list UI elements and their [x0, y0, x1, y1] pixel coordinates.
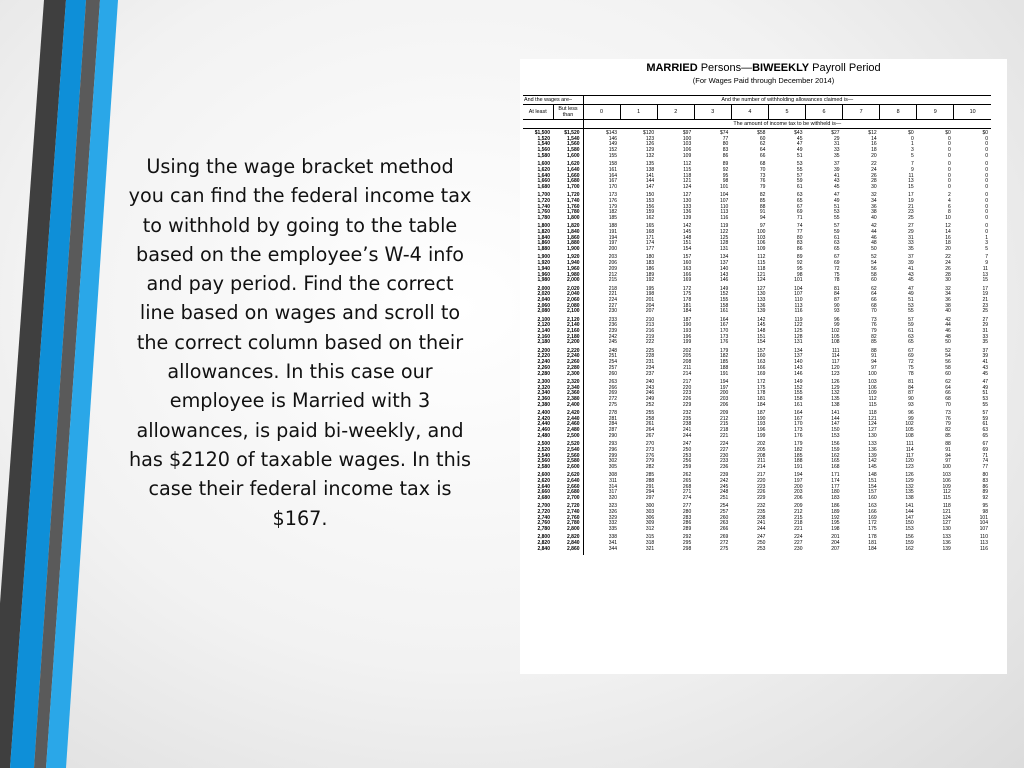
cell-tax-amount: 42 44 46 48 50: [945, 316, 951, 346]
cell-tax-amount: 37 39 41 43 45: [908, 254, 914, 284]
table-title: [520, 62, 1007, 75]
cell-tax-amount: 247 250 253 256 259: [682, 441, 692, 470]
header-blank: [523, 120, 583, 129]
cell-tax-amount: 210 213 216 219 222: [645, 316, 655, 346]
cell-tax-amount: 67 69 72 75 78: [908, 347, 914, 377]
cell-tax-amount: 195 198 201 204 207: [645, 285, 655, 315]
cell-tax-amount: 134 137 140 143 146: [719, 254, 729, 284]
table-subtitle: (For Wages Paid through December 2014): [692, 76, 835, 85]
allowance-col-1: 1: [620, 105, 657, 120]
cell-tax-amount: 172 175 178 181 184: [682, 285, 692, 315]
cell-tax-amount: 97 100 103 106 109: [757, 223, 766, 253]
cell-tax-amount: 104 107 110 113 116: [794, 285, 803, 315]
cell-tax-amount: $58 60 62 64 66: [757, 130, 766, 159]
cell-tax-amount: 67 69 72 75 78: [834, 254, 840, 284]
cell-tax-amount: 293 296 299 302 305: [608, 441, 618, 470]
cell-tax-amount: 133 136 139: [942, 534, 951, 552]
cell-tax-amount: 81 84 87 90 93: [834, 285, 840, 315]
cell-tax-amount: 57 59 61 63 65: [834, 223, 840, 253]
cell-tax-amount: $120 123 126 129 132: [643, 130, 655, 159]
cell-tax-amount: 173 176 179 182 185: [608, 192, 618, 222]
cell-but-less-than: 2,120 2,140 2,160 2,180 2,200: [553, 318, 583, 349]
allowance-col-5: 5: [768, 105, 805, 120]
cell-tax-amount: 202 205 208 211 214: [682, 347, 692, 377]
cell-tax-amount: 338 341 344: [608, 534, 618, 552]
cell-tax-amount: 225 228 231 234 237: [645, 347, 655, 377]
cell-tax-amount: 112 115 118 121 124: [682, 161, 692, 190]
cell-tax-amount: 52 54 56 58 60: [871, 254, 877, 284]
cell-tax-amount: 103 106 109 112 115: [942, 472, 951, 502]
table-row-group: [523, 380, 991, 411]
cell-tax-amount: 73 76 79 82 85: [871, 316, 877, 346]
cell-tax-amount: 315 318 321: [645, 534, 655, 552]
allowance-col-4: 4: [731, 105, 768, 120]
cell-tax-amount: 27 29 31 33 35: [982, 316, 988, 346]
cell-tax-amount: 57 59 61 63 65: [908, 316, 914, 346]
cell-tax-amount: 270 273 276 279 282: [645, 441, 655, 470]
cell-but-less-than: 2,520 2,540 2,560 2,580 2,600: [553, 442, 583, 473]
cell-tax-amount: 157 160 163 166 169: [757, 347, 766, 377]
cell-tax-amount: 156 159 162: [905, 534, 914, 552]
table-row-group: [523, 129, 991, 163]
table-row-group: [523, 193, 991, 224]
cell-tax-amount: 150 153 156 159 162: [645, 192, 655, 222]
title-persons: Persons—: [697, 62, 753, 74]
cell-tax-amount: 186 189 192 195 198: [831, 503, 840, 533]
cell-tax-amount: 22 24 26 28 30: [871, 161, 877, 190]
cell-tax-amount: 157 160 163 166 169: [682, 254, 692, 284]
allowance-col-3: 3: [694, 105, 731, 120]
cell-tax-amount: 0 0 0 0 0: [985, 161, 988, 190]
cell-tax-amount: 224 227 230: [794, 534, 803, 552]
cell-tax-amount: 278 281 284 287 290: [608, 409, 618, 439]
cell-tax-amount: 142 145 148 151 154: [682, 223, 692, 253]
cell-tax-amount: 308 311 314 317 320: [608, 472, 618, 502]
cell-tax-amount: 141 144 147 150 153: [905, 503, 914, 533]
cell-tax-amount: 27 29 31 33 35: [908, 223, 914, 253]
header-wages: And the wages are–: [523, 96, 583, 105]
title-biweekly: BIWEEKLY: [752, 62, 810, 74]
cell-tax-amount: 63 65 67 69 71: [796, 192, 803, 222]
cell-but-less-than: 1,720 1,740 1,760 1,780 1,800: [553, 193, 583, 224]
cell-tax-amount: $43 45 47 49 51: [794, 130, 803, 159]
cell-tax-amount: 32 34 36 38 40: [871, 192, 877, 222]
cell-tax-amount: 224 227 230 233 236: [719, 441, 729, 470]
table-row-group: [523, 287, 991, 318]
cell-at-least: 1,800 1,820 1,840 1,860 1,880: [537, 223, 550, 253]
cell-tax-amount: 247 250 253: [757, 534, 766, 552]
cell-tax-amount: 188 191 194 197 200: [608, 223, 618, 253]
cell-tax-amount: 134 137 140 143 146: [794, 347, 803, 377]
cell-tax-amount: 22 24 26 28 30: [945, 254, 951, 284]
cell-tax-amount: 88 91 94 97 100: [868, 347, 877, 377]
cell-tax-amount: 179 182 185 188 191: [794, 441, 803, 470]
cell-tax-amount: 149 152 155 158 161: [794, 378, 803, 408]
cell-tax-amount: 201 204 207: [831, 534, 840, 552]
cell-tax-amount: 89 92 95 98 101: [719, 161, 729, 190]
cell-at-least: 2,600 2,620 2,640 2,660 2,680: [537, 472, 550, 502]
cell-tax-amount: 68 70 73 76 79: [759, 161, 766, 190]
cell-tax-amount: 239 242 245 248 251: [719, 472, 729, 502]
table-row-group: [523, 349, 991, 380]
cell-tax-amount: 95 98 101 104 107: [979, 503, 988, 533]
cell-tax-amount: 32 34 36 38 40: [945, 285, 951, 315]
cell-at-least: 2,500 2,520 2,540 2,560 2,580: [537, 441, 550, 470]
cell-tax-amount: 103 106 109 112 115: [868, 378, 877, 408]
cell-tax-amount: 104 107 110 113 116: [719, 192, 729, 222]
cell-but-less-than: 2,220 2,240 2,260 2,280 2,300: [553, 349, 583, 380]
title-period: Payroll Period: [809, 62, 881, 74]
cell-tax-amount: 127 130 133 136 139: [757, 285, 766, 315]
cell-but-less-than: 2,320 2,340 2,360 2,380 2,400: [553, 380, 583, 411]
subheader-amount: The amount of income tax to be withheld is—: [583, 120, 991, 129]
allowance-col-0: 0: [583, 105, 620, 120]
table-row-group: [523, 224, 991, 255]
cell-tax-amount: 158 161 164 167 170: [608, 161, 618, 190]
table-row-group: [523, 255, 991, 286]
cell-tax-amount: 263 266 269 272 275: [608, 378, 618, 408]
cell-tax-amount: 47 49 51 53 55: [834, 192, 840, 222]
cell-tax-amount: 7 9 11 13 15: [908, 161, 914, 190]
table-row-group: [523, 473, 991, 504]
cell-tax-amount: 178 181 184: [868, 534, 877, 552]
cell-tax-amount: 67 69 71 74 77: [982, 441, 988, 470]
cell-tax-amount: 118 121 124 127 130: [868, 409, 877, 439]
cell-tax-amount: 37 39 41 43 45: [834, 161, 840, 190]
cell-at-least: 2,800 2,820 2,840: [537, 534, 550, 552]
cell-tax-amount: 37 39 41 43 45: [982, 347, 988, 377]
cell-tax-amount: 233 236 239 242 245: [608, 316, 618, 346]
slide-caption: Using the wage bracket method you can find the federal income tax to withhold by going to the table based on the employee’s W-4 info and pay period. Find the correct line based on wages and scroll to the correct column based on their allowances. In this case our employee is Married with 3 allowances, is paid bi-weekly, and has $2120 of taxable wages. In this case their federal income tax is $167.: [128, 155, 472, 530]
allowance-col-10: 10: [954, 105, 991, 120]
cell-tax-amount: 180 183 186 189 192: [645, 254, 655, 284]
col-but-less-than: But less than: [553, 105, 583, 120]
cell-tax-amount: 0 0 1 3 5: [985, 223, 988, 253]
cell-tax-amount: 194 197 200 203 206: [719, 378, 729, 408]
header-allowances: And the number of withholding allowances claimed is—: [583, 96, 991, 105]
wage-bracket-table: [523, 95, 991, 555]
cell-tax-amount: 254 257 260 263 266: [719, 503, 729, 533]
allowance-col-9: 9: [917, 105, 954, 120]
cell-tax-amount: 47 49 51 53 55: [982, 378, 988, 408]
decorative-stripes: [0, 0, 120, 768]
table-row-group: [523, 442, 991, 473]
cell-tax-amount: $143 146 149 152 155: [605, 130, 618, 159]
cell-tax-amount: 62 64 66 68 70: [945, 378, 951, 408]
cell-tax-amount: 110 113 116: [980, 534, 988, 552]
cell-tax-amount: 88 91 94 97 100: [942, 441, 951, 470]
cell-tax-amount: 111 114 117 120 123: [905, 441, 914, 470]
cell-tax-amount: 89 92 95 98 101: [794, 254, 803, 284]
cell-tax-amount: 179 182 185 188 191: [719, 347, 729, 377]
cell-at-least: 2,200 2,220 2,240 2,260 2,280: [537, 347, 550, 377]
title-married: MARRIED: [646, 62, 698, 74]
table-row-group: [523, 411, 991, 442]
cell-tax-amount: 73 76 79 82 85: [945, 409, 951, 439]
cell-tax-amount: 217 220 223 226 229: [757, 472, 766, 502]
cell-tax-amount: 323 326 329 332 335: [608, 503, 618, 533]
cell-tax-amount: 80 83 86 89 92: [982, 472, 988, 502]
cell-tax-amount: $12 14 16 18 20: [868, 130, 877, 159]
cell-tax-amount: 262 265 268 271 274: [682, 472, 692, 502]
cell-tax-amount: 194 197 200 203 206: [794, 472, 803, 502]
cell-tax-amount: 203 206 209 212 215: [608, 254, 618, 284]
cell-at-least: 2,300 2,320 2,340 2,360 2,380: [537, 378, 550, 408]
cell-tax-amount: $0 0 0 0 0: [982, 130, 988, 159]
cell-tax-amount: 232 235 238 241 244: [757, 503, 766, 533]
cell-tax-amount: 57 59 61 63 65: [982, 409, 988, 439]
cell-tax-amount: 292 295 298: [682, 534, 692, 552]
cell-tax-amount: 156 159 162 165 168: [831, 441, 840, 470]
cell-tax-amount: 47 49 51 53 55: [908, 285, 914, 315]
cell-tax-amount: 202 205 208 211 214: [757, 441, 766, 470]
cell-tax-amount: 133 136 139 142 145: [868, 441, 877, 470]
cell-tax-amount: 142 145 148 151 154: [757, 316, 766, 346]
table-row-group: [523, 535, 991, 555]
cell-but-less-than: 2,720 2,740 2,760 2,780 2,800: [553, 504, 583, 535]
cell-tax-amount: 277 280 283 286 289: [682, 503, 692, 533]
cell-at-least: 2,100 2,120 2,140 2,160 2,180: [537, 316, 550, 346]
cell-at-least: 2,000 2,020 2,040 2,060 2,080: [537, 285, 550, 315]
cell-but-less-than: 2,820 2,840 2,860: [553, 535, 583, 555]
cell-tax-amount: 187 190 193 196 199: [757, 409, 766, 439]
cell-at-least: 2,400 2,420 2,440 2,460 2,480: [537, 409, 550, 439]
cell-tax-amount: $97 100 103 106 109: [682, 130, 692, 159]
col-at-least: At least: [523, 105, 553, 120]
cell-tax-amount: $74 77 80 83 86: [719, 130, 729, 159]
cell-tax-amount: 118 121 124 127 130: [942, 503, 951, 533]
cell-tax-amount: 218 221 224 227 230: [608, 285, 618, 315]
cell-tax-amount: 217 220 223 226 229: [682, 378, 692, 408]
cell-tax-amount: 209 212 215 218 221: [719, 409, 729, 439]
cell-tax-amount: 81 84 87 90 93: [908, 378, 914, 408]
cell-tax-amount: 126 129 132 135 138: [905, 472, 914, 502]
cell-tax-amount: 62 64 66 68 70: [871, 285, 877, 315]
cell-but-less-than: $1,520 1,540 1,560 1,580 1,600: [553, 129, 583, 163]
cell-tax-amount: 187 190 193 196 199: [682, 316, 692, 346]
cell-tax-amount: 171 174 177 180 183: [831, 472, 840, 502]
cell-tax-amount: 285 288 291 294 297: [645, 472, 655, 502]
cell-tax-amount: $0 0 1 3 5: [908, 130, 914, 159]
cell-tax-amount: 82 85 88 91 94: [759, 192, 766, 222]
cell-tax-amount: 300 303 306 309 312: [645, 503, 655, 533]
allowance-col-2: 2: [657, 105, 694, 120]
cell-at-least: $1,500 1,520 1,540 1,560 1,580: [534, 130, 550, 159]
table-row-group: [523, 318, 991, 349]
cell-tax-amount: 119 122 125 128 131: [719, 223, 729, 253]
cell-tax-amount: 172 175 178 181 184: [757, 378, 766, 408]
cell-at-least: 1,700 1,720 1,740 1,760 1,780: [537, 192, 550, 222]
cell-tax-amount: 255 258 261 264 267: [645, 409, 655, 439]
allowance-col-8: 8: [880, 105, 917, 120]
cell-tax-amount: 96 99 102 105 108: [831, 316, 840, 346]
cell-tax-amount: 148 151 154 157 160: [868, 472, 877, 502]
cell-at-least: 1,600 1,620 1,640 1,660 1,680: [537, 161, 550, 190]
cell-tax-amount: 119 122 125 128 131: [794, 316, 803, 346]
cell-tax-amount: 111 114 117 120 123: [831, 347, 840, 377]
cell-at-least: 2,700 2,720 2,740 2,760 2,780: [537, 503, 550, 533]
cell-but-less-than: 1,620 1,640 1,660 1,680 1,700: [553, 162, 583, 193]
table-row-group: [523, 162, 991, 193]
payroll-table-document: [520, 59, 1007, 674]
cell-tax-amount: $0 0 0 0 0: [945, 130, 951, 159]
cell-tax-amount: 141 144 147 150 153: [831, 409, 840, 439]
cell-tax-amount: 96 99 102 105 108: [905, 409, 914, 439]
cell-tax-amount: 52 54 56 58 60: [945, 347, 951, 377]
cell-but-less-than: 1,920 1,940 1,960 1,980 2,000: [553, 255, 583, 286]
cell-tax-amount: 0 0 0 0 0: [948, 161, 951, 190]
cell-tax-amount: 2 4 6 8 10: [945, 192, 951, 222]
cell-tax-amount: 12 14 16 18 20: [945, 223, 951, 253]
cell-tax-amount: 163 166 169 172 175: [868, 503, 877, 533]
allowance-col-6: 6: [805, 105, 842, 120]
cell-tax-amount: 126 129 132 135 138: [831, 378, 840, 408]
cell-tax-amount: 74 77 80 83 86: [796, 223, 803, 253]
cell-tax-amount: 112 115 118 121 124: [757, 254, 766, 284]
cell-tax-amount: 135 138 141 144 147: [645, 161, 655, 190]
cell-tax-amount: 232 235 238 241 244: [682, 409, 692, 439]
cell-but-less-than: 2,020 2,040 2,060 2,080 2,100: [553, 287, 583, 318]
cell-tax-amount: 269 272 275: [719, 534, 729, 552]
cell-but-less-than: 2,420 2,440 2,460 2,480 2,500: [553, 411, 583, 442]
cell-at-least: 1,900 1,920 1,940 1,960 1,980: [537, 254, 550, 284]
cell-tax-amount: $27 29 31 33 35: [831, 130, 840, 159]
cell-tax-amount: 149 152 155 158 161: [719, 285, 729, 315]
cell-but-less-than: 2,620 2,640 2,660 2,680 2,700: [553, 473, 583, 504]
cell-tax-amount: 17 19 21 23 25: [908, 192, 914, 222]
cell-tax-amount: 248 251 254 257 260: [608, 347, 618, 377]
cell-tax-amount: 240 243 246 249 252: [645, 378, 655, 408]
allowance-col-7: 7: [843, 105, 880, 120]
cell-tax-amount: 42 44 46 48 50: [871, 223, 877, 253]
cell-tax-amount: 0 0 0 0 0: [985, 192, 988, 222]
cell-tax-amount: 127 130 133 136 139: [682, 192, 692, 222]
cell-tax-amount: 164 167 170 173 176: [794, 409, 803, 439]
cell-tax-amount: 165 168 171 174 177: [645, 223, 655, 253]
table-row-group: [523, 504, 991, 535]
cell-tax-amount: 17 19 21 23 25: [982, 285, 988, 315]
cell-tax-amount: 7 9 11 13 15: [982, 254, 988, 284]
cell-tax-amount: 53 55 57 59 61: [796, 161, 803, 190]
cell-but-less-than: 1,820 1,840 1,860 1,880 1,900: [553, 224, 583, 255]
cell-tax-amount: 164 167 170 173 176: [719, 316, 729, 346]
cell-tax-amount: 209 212 215 218 221: [794, 503, 803, 533]
